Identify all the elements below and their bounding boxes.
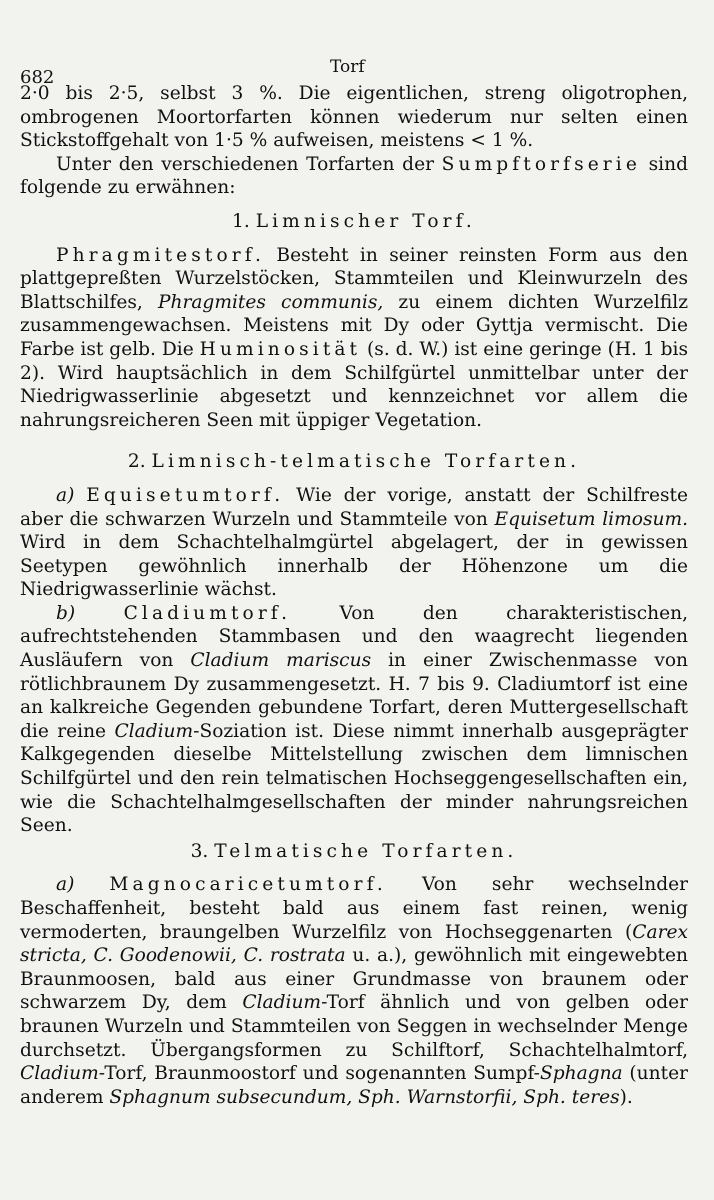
paragraph-magnocaricetumtorf <box>20 873 688 1109</box>
text: (unter anderem <box>20 1063 688 1108</box>
text: Unter den verschiedenen Torfarten der <box>56 153 442 175</box>
text: -Soziation ist. Diese nimmt innerhalb ausgeprägter Kalkgegenden dieselbe Mittelstellung zwischen dem limnischen Schilfgürtel und den rein telmatischen Hochseggengesellschaften ein, wie die Schachtelhalmgesellschaften der minder nahrungsreichen Seen. <box>20 720 689 837</box>
paragraph-cladiumtorf <box>20 602 688 838</box>
text: in einer Zwischenmasse von rötlichbraunem Dy zusammengesetzt. H. 7 bis 9. Cladiumtorf ist eine an kalkreiche Gegenden gebundene Torfart, deren Muttergesellschaft die reine <box>20 650 688 742</box>
section-heading-1 <box>20 210 688 234</box>
paragraph-intro-sumpftorf <box>20 153 688 200</box>
item-label: a) <box>56 874 75 896</box>
heading-number: 3. <box>190 840 215 862</box>
page-number: 682 <box>20 67 55 88</box>
text: u. a.), gewöhnlich mit eingewebten Braunmoosen, bald aus einer Grundmasse von braunem oder schwarzem Dy, dem <box>20 945 688 1014</box>
running-title: Torf <box>330 57 365 77</box>
species-name: Phragmites communis, <box>157 291 384 313</box>
text: 2·0 bis 2·5, selbst 3 %. Die eigentlichen, streng oligotrophen, ombrogenen Moortorfarten können wiederum nur selten einen Stickstoffgehalt von 1·5 % aufweisen, meistens < 1 %. <box>20 83 688 152</box>
heading-title: Limnisch-telmatische Torfarten. <box>151 451 581 473</box>
heading-number: 1. <box>232 210 256 232</box>
heading-title: Limnischer Torf. <box>255 210 476 232</box>
species-name: Sphagna <box>539 1063 623 1085</box>
text: Wird in dem Schachtelhalmgürtel abgelagert, der in gewissen Seetypen gewöhnlich innerhalb der Höhenzone um die Niedrigwasserlinie wächst. <box>20 532 688 601</box>
spaced-term: Huminosität <box>199 338 362 360</box>
heading-number: 2. <box>127 451 152 473</box>
heading-title: Telmatische Torfarten. <box>214 840 518 862</box>
species-name: Cladium <box>242 992 322 1014</box>
item-label: a) <box>56 484 75 506</box>
section-heading-3 <box>20 840 688 864</box>
text: Wie der vorige, anstatt der Schilfreste aber die schwarzen Wurzeln und Stammteile von <box>20 484 688 530</box>
spaced-term: Phragmitestorf. <box>56 244 266 266</box>
paragraph-equisetumtorf <box>20 484 688 602</box>
text: Von den charakteristischen, aufrechtstehenden Stammbasen und den waagrecht liegenden Ausläufern von <box>20 602 688 672</box>
text: Besteht in seiner reinsten Form aus den plattgepreßten Wurzelstöcken, Stammteilen und Kleinwurzeln des Blattschilfes, <box>20 244 688 313</box>
text: -Torf ähnlich und von gelben oder braunen Wurzeln und Stammteilen von Seggen in wechselnder Menge durchsetzt. Übergangsformen zu Schilftorf, Schachtelhalmtorf, <box>20 992 688 1061</box>
species-name: Cladium <box>114 720 194 742</box>
text: sind folgende zu erwähnen: <box>20 153 688 199</box>
species-name: Carex stricta, C. Goodenowii, C. rostrata <box>20 921 688 967</box>
spaced-term: Sumpftorfserie <box>441 153 641 175</box>
text: Von sehr wechselnder Beschaffenheit, besteht bald aus einem fast reinen, wenig vermoderten, braungelben Wurzelfilz von Hochseggenarten ( <box>20 874 688 943</box>
species-name: Cladium mariscus <box>190 650 372 672</box>
spaced-term: Equisetumtorf. <box>86 484 285 506</box>
spaced-term: Cladiumtorf. <box>123 602 292 624</box>
spaced-term: Magnocaricetumtorf. <box>109 874 387 896</box>
item-label: b) <box>56 602 76 624</box>
section-heading-2 <box>20 450 688 474</box>
paragraph-nitrogen-content <box>20 82 688 153</box>
species-name: Equisetum limosum. <box>494 508 688 530</box>
text: ). <box>619 1086 633 1108</box>
text: (s. d. W.) ist eine geringe (H. 1 bis 2). Wird hauptsächlich in dem Schilfgürtel unmittelbar unter der Niedrigwasserlinie abgesetzt und kennzeichnet vor allem die nahrungsreicheren Seen mit üppiger Vegetation. <box>20 338 688 431</box>
text: -Torf, Braunmoostorf und sogenannten Sumpf- <box>98 1063 540 1085</box>
species-name: Sphagnum subsecundum, Sph. Warnstorfii, Sph. teres <box>109 1086 620 1108</box>
paragraph-phragmitestorf <box>20 244 688 433</box>
running-head <box>20 52 688 88</box>
species-name: Cladium <box>20 1063 99 1085</box>
text: zu einem dichten Wurzelfilz zusammengewachsen. Meistens mit Dy oder Gyttja vermischt. Die Farbe ist gelb. Die <box>20 291 688 360</box>
